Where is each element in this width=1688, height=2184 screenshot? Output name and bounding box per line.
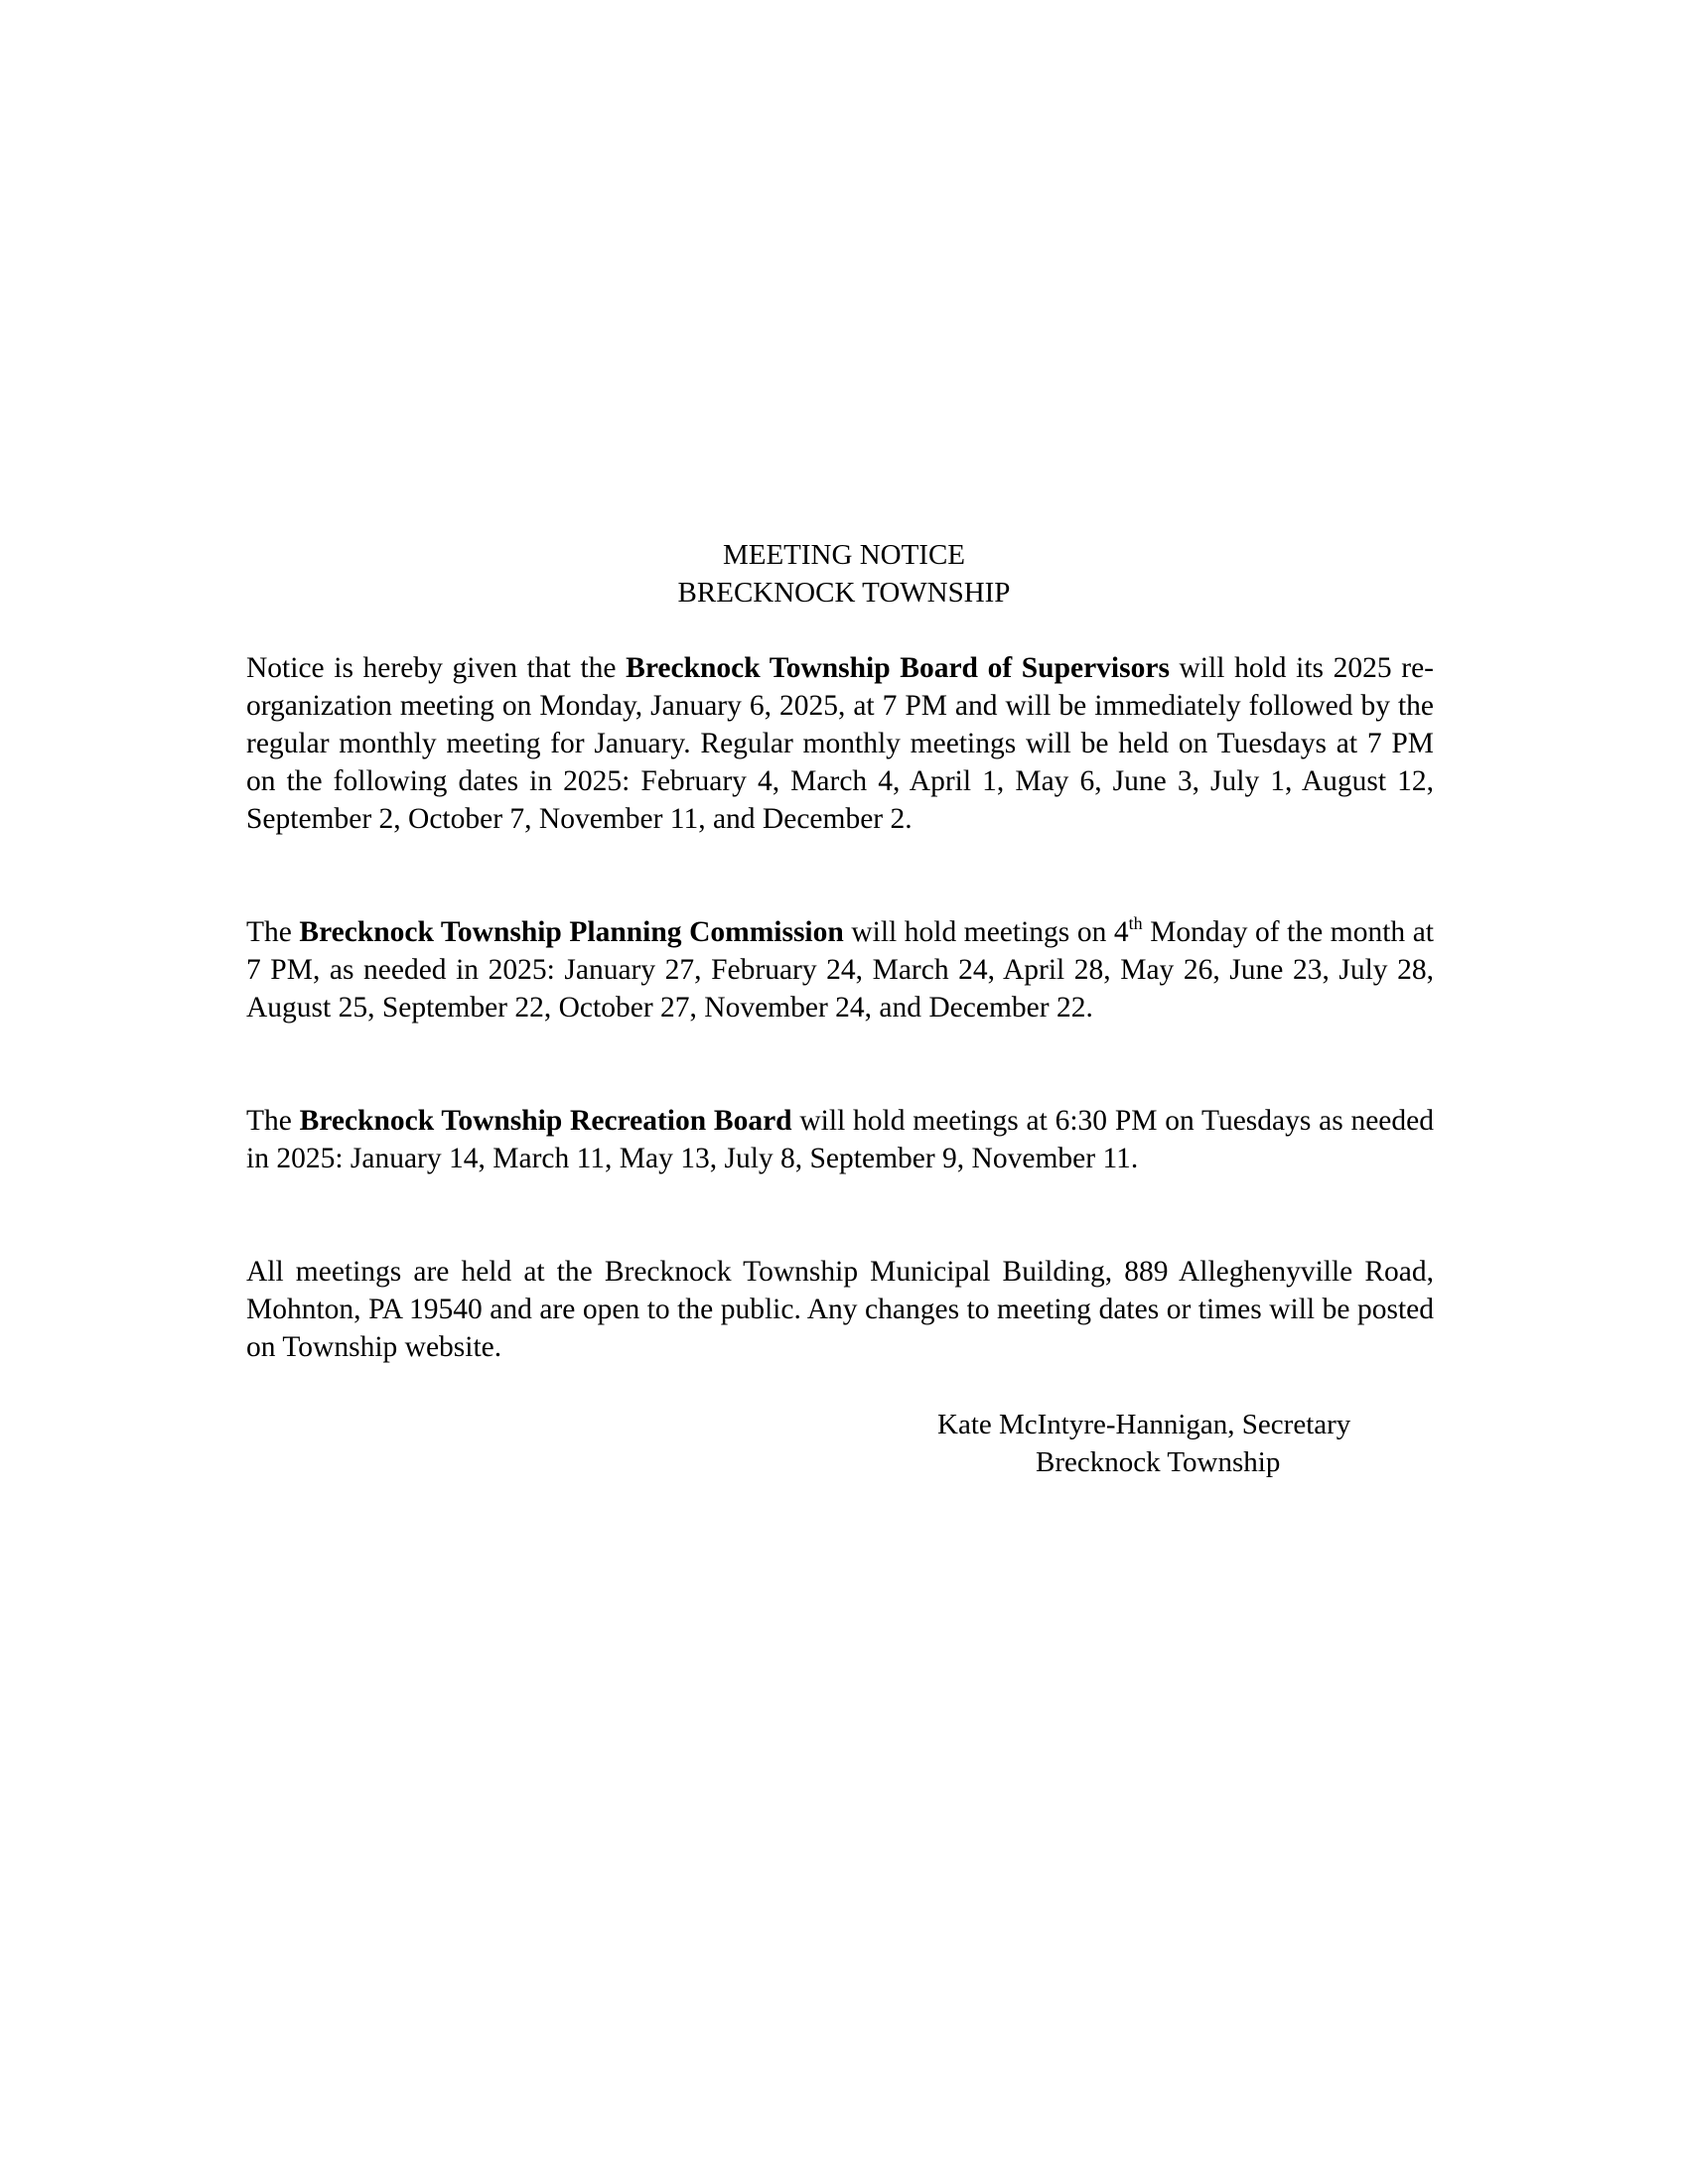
- recreation-text: will hold meetings at 6:30 PM on Tuesdays as needed in 2025: January 14, March 11, May 13, July 8, September 9, November 11.: [246, 1105, 1434, 1174]
- supervisors-intro: Notice is hereby given that the: [246, 652, 627, 684]
- supervisors-body-name: Brecknock Township Board of Supervisors: [626, 652, 1170, 684]
- planning-body-name: Brecknock Township Planning Commission: [299, 916, 844, 948]
- recreation-body-name: Brecknock Township Recreation Board: [299, 1105, 792, 1137]
- notice-title: MEETING NOTICE: [722, 539, 966, 571]
- planning-paragraph: [246, 913, 1434, 1026]
- location-paragraph: All meetings are held at the Brecknock Township Municipal Building, 889 Alleghenyville Road, Mohnton, PA 19540 and are open to the public. Any changes to meeting dates or times will be posted on Township website.: [246, 1256, 1434, 1363]
- planning-text-a: will hold meetings on 4: [843, 916, 1129, 948]
- township-name: BRECKNOCK TOWNSHIP: [677, 577, 1011, 609]
- recreation-paragraph: [246, 1102, 1434, 1177]
- signature-organization: Brecknock Township: [1036, 1446, 1281, 1478]
- planning-intro: The: [246, 916, 300, 948]
- supervisors-text: will hold its 2025 re-organization meeting on Monday, January 6, 2025, at 7 PM and will be immediately followed by the regular monthly meeting for January. Regular monthly meetings will be held on Tuesdays at 7 PM on the following dates in 2025: February 4, March 4, April 1, May 6, June 3, July 1, August 12, September 2, October 7, November 11, and December 2.: [246, 652, 1434, 835]
- planning-text-b: Monday of the month at 7 PM, as needed in 2025: January 27, February 24, March 24, April 28, May 26, June 23, July 28, August 25, September 22, October 27, November 24, and December 22.: [246, 916, 1434, 1024]
- recreation-intro: The: [246, 1105, 300, 1137]
- signature-name-title: Kate McIntyre-Hannigan, Secretary: [937, 1409, 1351, 1440]
- supervisors-paragraph: [246, 649, 1434, 838]
- ordinal-suffix: th: [1128, 913, 1143, 933]
